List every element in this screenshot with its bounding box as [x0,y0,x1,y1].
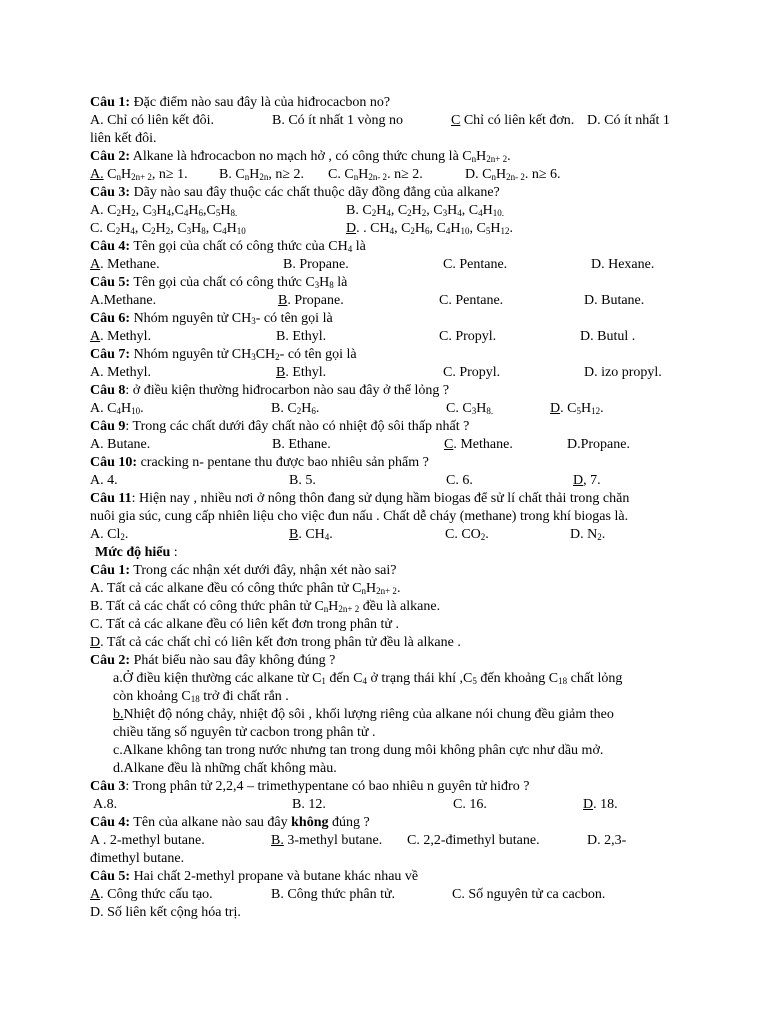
u3-option-d: D. 18. [583,797,618,812]
q6-option-d: D. Butul . [580,329,636,344]
q6-option-c: C. Propyl. [439,329,497,344]
q1-stem: Câu 1: Đặc điểm nào sau đây là của hiđrocacbon no? [90,95,391,110]
q1-option-b: B. Có ít nhất 1 vòng no [272,113,404,128]
q3-option-b: B. $C_2H_4$, $C_2H_2$, $C_3H_4$, $C_4H_{10.}$ [346,203,504,218]
q8-stem: Câu 8: ở điều kiện thường hiđrocarbon nào sau đây ở thể lỏng ? [90,383,450,398]
q3-option-d: D. . $CH_4$, $C_2H_6$, $C_4H_{10}$, $C_5H_{12}$. [346,221,513,236]
u5-option-a: A. Công thức cấu tạo. [90,887,213,902]
u2-stem: Câu 2: Phát biểu nào sau đây không đúng ? [90,653,336,668]
u4-option-a: A . 2-methyl butane. [90,833,205,848]
q11-option-a: A. $Cl_2$. [90,527,129,542]
u4-stem: Câu 4: Tên của alkane nào sau đây không đúng ? [90,815,370,830]
u1-option-a: A. Tất cả các alkane đều có công thức phân tử $C_nH_{2n+ 2}$. [90,581,401,596]
u3-option-c: C. 16. [453,797,487,812]
q6-stem: Câu 6: Nhóm nguyên tử $CH_3-$ có tên gọi là [90,311,333,326]
q5-option-c: C. Pentane. [439,293,504,308]
q9-option-a: A. Butane. [90,437,151,452]
q9-option-d: D.Propane. [567,437,630,452]
q5-option-d: D. Butane. [584,293,645,308]
q9-option-b: B. Ethane. [272,437,331,452]
u2-option-a: a.Ở điều kiện thường các alkane từ $C_1$ đến $C_4$ ở trạng thái khí $,C_5$ đến khoảng $C_{18}$ chất lỏng [113,671,623,686]
q3-stem: Câu 3: Dãy nào sau đây thuộc các chất thuộc dãy đồng đẳng của alkane? [90,185,500,200]
u3-option-a: A.8. [93,797,118,812]
u2-option-b-cont: chiều tăng số nguyên tử cacbon trong phân tử . [113,725,376,740]
q2-option-c: C. $C_nH_{2n- 2}$. n≥ 2. [328,167,423,182]
q5-stem: Câu 5: Tên gọi của chất có công thức $C_3H_8$ là [90,275,348,290]
u4-option-b: B. 3-methyl butane. [271,833,383,848]
u1-stem: Câu 1: Trong các nhận xét dưới đây, nhận xét nào sai? [90,563,397,578]
q7-option-c: C. Propyl. [443,365,501,380]
q3-option-a: A. $C_2H_2$, $C_3H_4,C_4H_6,C_5H_{8.}$ [90,203,238,218]
u5-option-b: B. Công thức phân tử. [271,887,396,902]
q4-stem: Câu 4: Tên gọi của chất có công thức của $CH_4$ là [90,239,366,254]
q4-option-c: C. Pentane. [443,257,508,272]
q2-option-d: D. $C_nH_{2n- 2}$. n≥ 6. [465,167,561,182]
u2-option-d: d.Alkane đều là những chất không màu. [113,761,337,776]
q8-option-d: D. $C_5H_{12}$. [550,401,604,416]
u5-option-d: D. Số liên kết cộng hóa trị. [90,905,241,920]
q5-option-a: A.Methane. [90,293,157,308]
u2-option-c: c.Alkane không tan trong nước nhưng tan trong dung môi không phân cực như dầu mở. [113,743,604,758]
q8-option-b: B. $C_2H_6$. [271,401,320,416]
q7-option-b: B. Ethyl. [276,365,327,380]
q4-option-a: A. Methane. [90,257,160,272]
q10-option-c: C. 6. [446,473,473,488]
q4-option-d: D. Hexane. [591,257,655,272]
q10-stem: Câu 10: cracking n- pentane thu được bao nhiêu sản phẩm ? [90,455,429,470]
q7-stem: Câu 7: Nhóm nguyên tử $CH_3CH_2-$ có tên gọi là [90,347,357,362]
q11-stem-cont: nuôi gia súc, cung cấp nhiên liệu cho việc đun nấu . Chất dễ cháy (methane) trong khí biogas là. [90,509,629,524]
q1-option-d: D. Có ít nhất 1 [587,113,670,128]
q11-option-c: C. $CO_2$. [445,527,489,542]
q9-option-c: C. Methane. [444,437,513,452]
q7-option-a: A. Methyl. [90,365,152,380]
q9-stem: Câu 9: Trong các chất dưới đây chất nào có nhiệt độ sôi thấp nhất ? [90,419,470,434]
q6-option-a: A. Methyl. [90,329,152,344]
u3-option-b: B. 12. [292,797,326,812]
q6-option-b: B. Ethyl. [276,329,327,344]
section-heading: Mức độ hiểu : [95,545,178,560]
u4-option-c: C. 2,2-đimethyl butane. [407,833,540,848]
u5-stem: Câu 5: Hai chất 2-methyl propane và butane khác nhau về [90,869,419,884]
q1-option-d-cont: liên kết đôi. [90,131,157,146]
u3-stem: Câu 3: Trong phân tử 2,2,4 – trimethypentane có bao nhiêu n guyên tử hiđro ? [90,779,530,794]
q10-option-a: A. 4. [90,473,118,488]
u2-option-a-cont: còn khoảng $C_{18}$ trở đi chất rắn . [113,689,289,704]
q10-option-d: D, 7. [573,473,601,488]
u1-option-b: B. Tất cả các chất có công thức phân tử $C_nH_{2n+ 2}$ đều là alkane. [90,599,441,614]
q2-stem: Câu 2: Alkane là hđrocacbon no mạch hở , có công thức chung là $C_nH_{2n+ 2}$. [90,149,511,164]
u1-option-d: D. Tất cả các chất chỉ có liên kết đơn trong phân tử đều là alkane . [90,635,461,650]
u2-option-b: b.Nhiệt độ nóng chảy, nhiệt độ sôi , khối lượng riêng của alkane nói chung đều giảm theo [113,707,614,722]
q11-stem: Câu 11: Hiện nay , nhiều nơi ở nông thôn đang sử dụng hầm biogas để sử lí chất thải trong chăn [90,491,630,506]
q11-option-b: B. $CH_4$. [289,527,333,542]
q1-option-a: A. Chỉ có liên kết đôi. [90,113,215,128]
q8-option-a: A. $C_4H_{10}$. [90,401,144,416]
q8-option-c: C. $C_3H_{8.}$ [446,401,494,416]
u5-option-c: C. Số nguyên tử ca cacbon. [452,887,606,902]
u4-option-d: D. 2,3- [587,833,627,848]
q7-option-d: D. izo propyl. [584,365,662,380]
q2-option-b: B. $C_nH_{2n}$, n≥ 2. [219,167,304,182]
u1-option-c: C. Tất cả các alkane đều có liên kết đơn trong phân tử . [90,617,400,632]
q2-option-a: A. $C_nH_{2n+ 2}$, n≥ 1. [90,167,188,182]
q1-option-c: C Chỉ có liên kết đơn. [451,113,575,128]
q11-option-d: D. $N_2$. [570,527,606,542]
q10-option-b: B. 5. [289,473,316,488]
u4-option-d-cont: đimethyl butane. [90,851,185,866]
q3-option-c: C. $C_2H_4$, $C_2H_2$, $C_3H_8$, $C_4H_{10}$ [90,221,246,236]
q5-option-b: B. Propane. [278,293,344,308]
q4-option-b: B. Propane. [283,257,349,272]
